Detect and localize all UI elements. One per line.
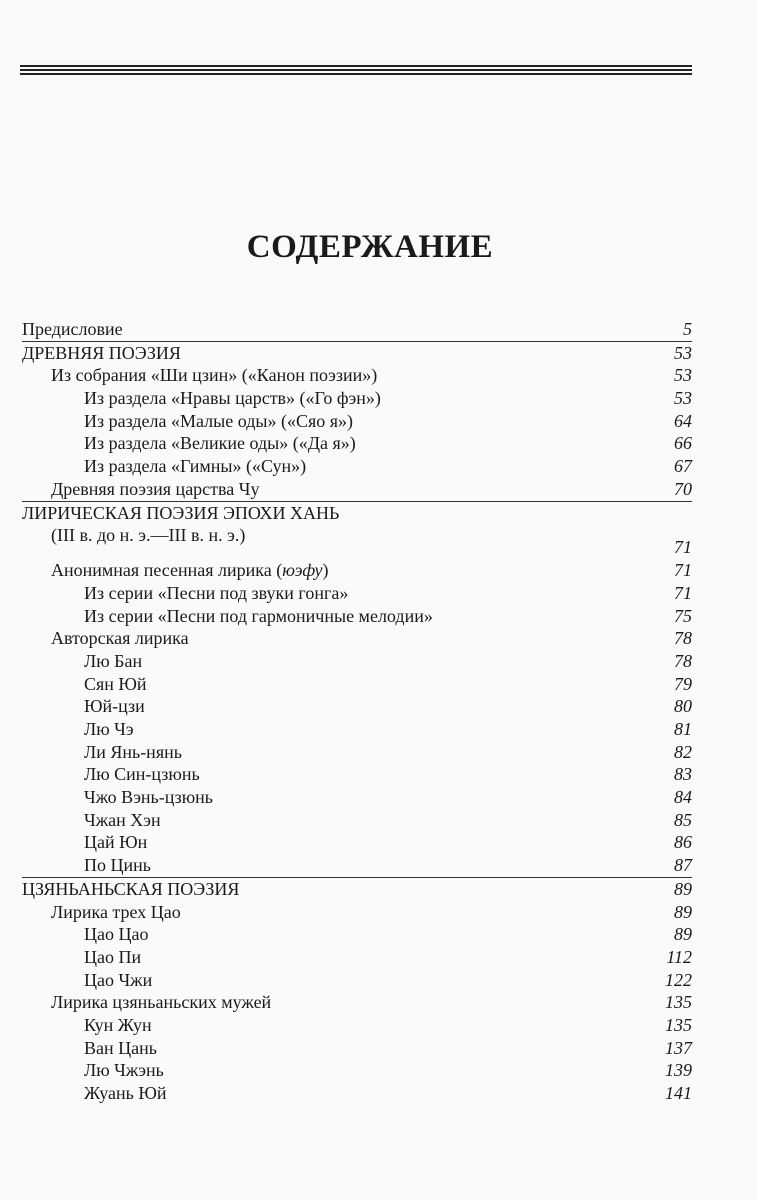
- toc-entry-label: (III в. до н. э.—III в. н. э.): [51, 525, 246, 546]
- toc-entry: [22, 478, 692, 501]
- toc-entry-page: 83: [674, 764, 692, 785]
- toc-entry: [22, 991, 692, 1014]
- toc-entry: [22, 1037, 692, 1060]
- toc-entry-label: Из раздела «Малые оды» («Сяо я»): [84, 410, 354, 431]
- toc-entry-label: ЦЗЯНЬАНЬСКАЯ ПОЭЗИЯ: [22, 878, 240, 899]
- toc-entry-label: ЛИРИЧЕСКАЯ ПОЭЗИЯ ЭПОХИ ХАНЬ: [22, 502, 340, 523]
- toc-entry-page: 78: [674, 628, 692, 649]
- toc-entry-page: 75: [674, 605, 692, 626]
- toc-entry-label: Ван Цань: [84, 1037, 157, 1058]
- toc-entry-page: 53: [674, 388, 692, 409]
- toc-entry-page: 66: [674, 433, 692, 454]
- toc-entry-label: По Цинь: [84, 855, 151, 876]
- toc-entry-label: Из раздела «Великие оды» («Да я»): [84, 433, 356, 454]
- toc-entry: [22, 1014, 692, 1037]
- toc-entry-label: Лю Чэ: [84, 719, 134, 739]
- toc-entry: [22, 741, 692, 764]
- toc-entry-label: Цао Пи: [84, 946, 142, 967]
- toc-entry-page: 137: [665, 1037, 692, 1058]
- toc-entry: [22, 809, 692, 832]
- toc-entry-page: 141: [665, 1083, 692, 1103]
- toc-entry: [22, 673, 692, 696]
- toc-entry-page: 71: [674, 537, 692, 558]
- toc-entry: [22, 901, 692, 924]
- header-rule: [20, 65, 692, 77]
- toc-entry-page: 112: [666, 946, 692, 967]
- toc-entry-label: Чжан Хэн: [84, 809, 161, 830]
- toc-entry: [22, 923, 692, 946]
- toc-entry-page: 122: [665, 969, 692, 990]
- toc-entry: [22, 969, 692, 992]
- toc-entry-page: 67: [674, 456, 692, 477]
- toc-entry-label: Юй-цзи: [84, 696, 145, 717]
- toc-entry: [22, 1082, 692, 1105]
- toc-entry: [22, 786, 692, 809]
- toc-entry: [22, 501, 692, 525]
- toc-entry-page: 5: [683, 319, 692, 339]
- toc-entry-label: Жуань Юй: [84, 1083, 167, 1103]
- toc-entry-label: Лю Бан: [84, 650, 143, 671]
- toc-entry: [22, 627, 692, 650]
- toc-entry: [22, 410, 692, 433]
- toc-entry: [22, 650, 692, 673]
- toc-entry-label: Анонимная песенная лирика (юэфу): [51, 560, 329, 581]
- toc-entry-page: 81: [674, 719, 692, 739]
- toc-entry-page: 84: [674, 787, 692, 808]
- toc-entry: [22, 1059, 692, 1082]
- toc-entry: [22, 763, 692, 786]
- toc-entry-label: ДРЕВНЯЯ ПОЭЗИЯ: [22, 342, 181, 363]
- toc-entry-label: Из раздела «Гимны» («Сун»): [84, 456, 307, 477]
- toc-entry-label: Древняя поэзия царства Чу: [51, 478, 260, 499]
- toc-entry-label: Цай Юн: [84, 832, 148, 853]
- toc-entry-page: 139: [665, 1060, 692, 1081]
- toc-entry-page: 85: [674, 809, 692, 830]
- toc-entry-label: Из серии «Песни под звуки гонга»: [84, 582, 349, 603]
- toc-entry-label: Цао Цао: [84, 924, 149, 945]
- toc-entry: [22, 605, 692, 628]
- toc-entry: [22, 432, 692, 455]
- toc-entry-label: Ли Янь-нянь: [84, 741, 182, 762]
- toc-entry-page: 79: [674, 673, 692, 694]
- toc-entry-page: 70: [674, 478, 692, 499]
- toc-entry-page: 71: [674, 582, 692, 603]
- toc-entry-page: 53: [674, 342, 692, 363]
- toc-entry-page: 135: [665, 992, 692, 1013]
- toc-entry-page: 87: [674, 855, 692, 876]
- toc-entry: [22, 854, 692, 877]
- toc-entry-page: 86: [674, 832, 692, 853]
- toc-entry: [22, 877, 692, 901]
- toc-entry: [22, 524, 692, 559]
- toc-entry-label: Из раздела «Нравы царств» («Го фэн»): [84, 388, 381, 409]
- toc-entry-page: 82: [674, 741, 692, 762]
- toc-entry: [22, 387, 692, 410]
- toc-entry-label: Предисловие: [22, 319, 123, 339]
- toc-entry-label: Авторская лирика: [51, 628, 189, 649]
- toc-entry-page: 71: [674, 560, 692, 581]
- toc-entry: [22, 946, 692, 969]
- toc-entry-label: Чжо Вэнь-цзюнь: [84, 787, 214, 808]
- toc-entry-label: Сян Юй: [84, 673, 147, 694]
- toc-entry-label: Лирика трех Цао: [51, 901, 181, 922]
- toc-entry-label: Цао Чжи: [84, 969, 153, 990]
- toc-entry: [22, 695, 692, 718]
- toc-entry-label: Лю Чжэнь: [84, 1060, 164, 1081]
- toc-entry-page: 89: [674, 901, 692, 922]
- page-title: СОДЕРЖАНИЕ: [246, 229, 494, 265]
- toc-entry-label: Лю Син-цзюнь: [84, 764, 200, 785]
- toc-entry-page: 80: [674, 696, 692, 717]
- toc-entry: [22, 831, 692, 854]
- toc-entry: [22, 455, 692, 478]
- toc-entry-label: Кун Жун: [84, 1014, 152, 1035]
- toc-entry: [22, 341, 692, 365]
- toc-entry-label: Лирика цзяньаньских мужей: [51, 992, 272, 1013]
- toc-entry: [22, 559, 692, 582]
- toc-entry: [22, 318, 692, 341]
- toc-entry-page: 89: [674, 924, 692, 945]
- toc-entry-label: Из собрания «Ши цзин» («Канон поэзии»): [51, 365, 378, 386]
- toc-entry-page: 135: [665, 1014, 692, 1035]
- toc-entry-page: 64: [674, 410, 692, 431]
- toc-entry-page: 53: [674, 365, 692, 386]
- toc-entry-page: 89: [674, 878, 692, 899]
- toc-entry: [22, 364, 692, 387]
- toc-entry-label: Из серии «Песни под гармоничные мелодии»: [84, 605, 433, 626]
- toc-entry: [22, 718, 692, 741]
- toc-entry: [22, 582, 692, 605]
- table-of-contents: [22, 318, 692, 1105]
- toc-entry-page: 78: [674, 650, 692, 671]
